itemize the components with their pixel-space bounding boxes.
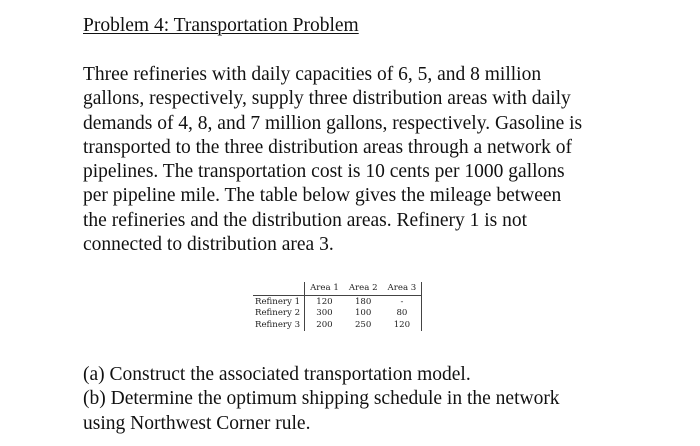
table-cell: 120 — [383, 320, 422, 331]
table-cell: 300 — [316, 308, 333, 319]
row-header: Refinery 2 — [253, 308, 305, 319]
description-line: transported to the three distribution areas through a network of — [83, 136, 572, 158]
table-cell: 100 — [354, 308, 372, 319]
problem-title: Problem 4: Transportation Problem — [83, 15, 359, 36]
table-corner-cell — [253, 282, 305, 296]
description-line: demands of 4, 8, and 7 million gallons, respectively. Gasoline is — [83, 112, 583, 134]
table-cell: 250 — [354, 319, 372, 330]
description-line: gallons, respectively, supply three distribution areas with daily — [83, 88, 571, 110]
mileage-table — [253, 282, 422, 331]
table-cell: 200 — [316, 319, 333, 330]
description-line: the refineries and the distribution areas. Refinery 1 is not — [83, 209, 528, 231]
column-header: Area 3 — [383, 282, 422, 296]
table-cell: 180 — [354, 297, 372, 308]
table-row — [253, 296, 422, 309]
description-line: Three refineries with daily capacities of 6, 5, and 8 million — [83, 64, 542, 85]
table-cell: - — [383, 296, 422, 309]
column-header: Area 2 — [344, 282, 383, 296]
column-header: Area 1 — [305, 282, 344, 296]
question-b: (b) Determine the optimum shipping schedule in the network — [83, 388, 560, 410]
row-header: Refinery 3 — [253, 320, 305, 331]
table-cell: 80 — [383, 308, 422, 319]
table-cell: 120 — [316, 297, 333, 308]
description-line: pipelines. The transportation cost is 10 cents per 1000 gallons — [83, 161, 565, 183]
row-header: Refinery 1 — [253, 296, 305, 309]
questions-block — [83, 363, 560, 436]
problem-description — [83, 63, 683, 257]
description-line: per pipeline mile. The table below gives the mileage between — [83, 185, 562, 207]
question-a: (a) Construct the associated transportation model. — [83, 364, 471, 385]
mileage-table-wrapper — [253, 282, 422, 331]
table-header-row — [253, 282, 422, 296]
table-row — [253, 308, 422, 319]
description-line: connected to distribution area 3. — [83, 234, 334, 256]
question-b-continued: using Northwest Corner rule. — [83, 412, 311, 434]
table-row — [253, 320, 422, 331]
